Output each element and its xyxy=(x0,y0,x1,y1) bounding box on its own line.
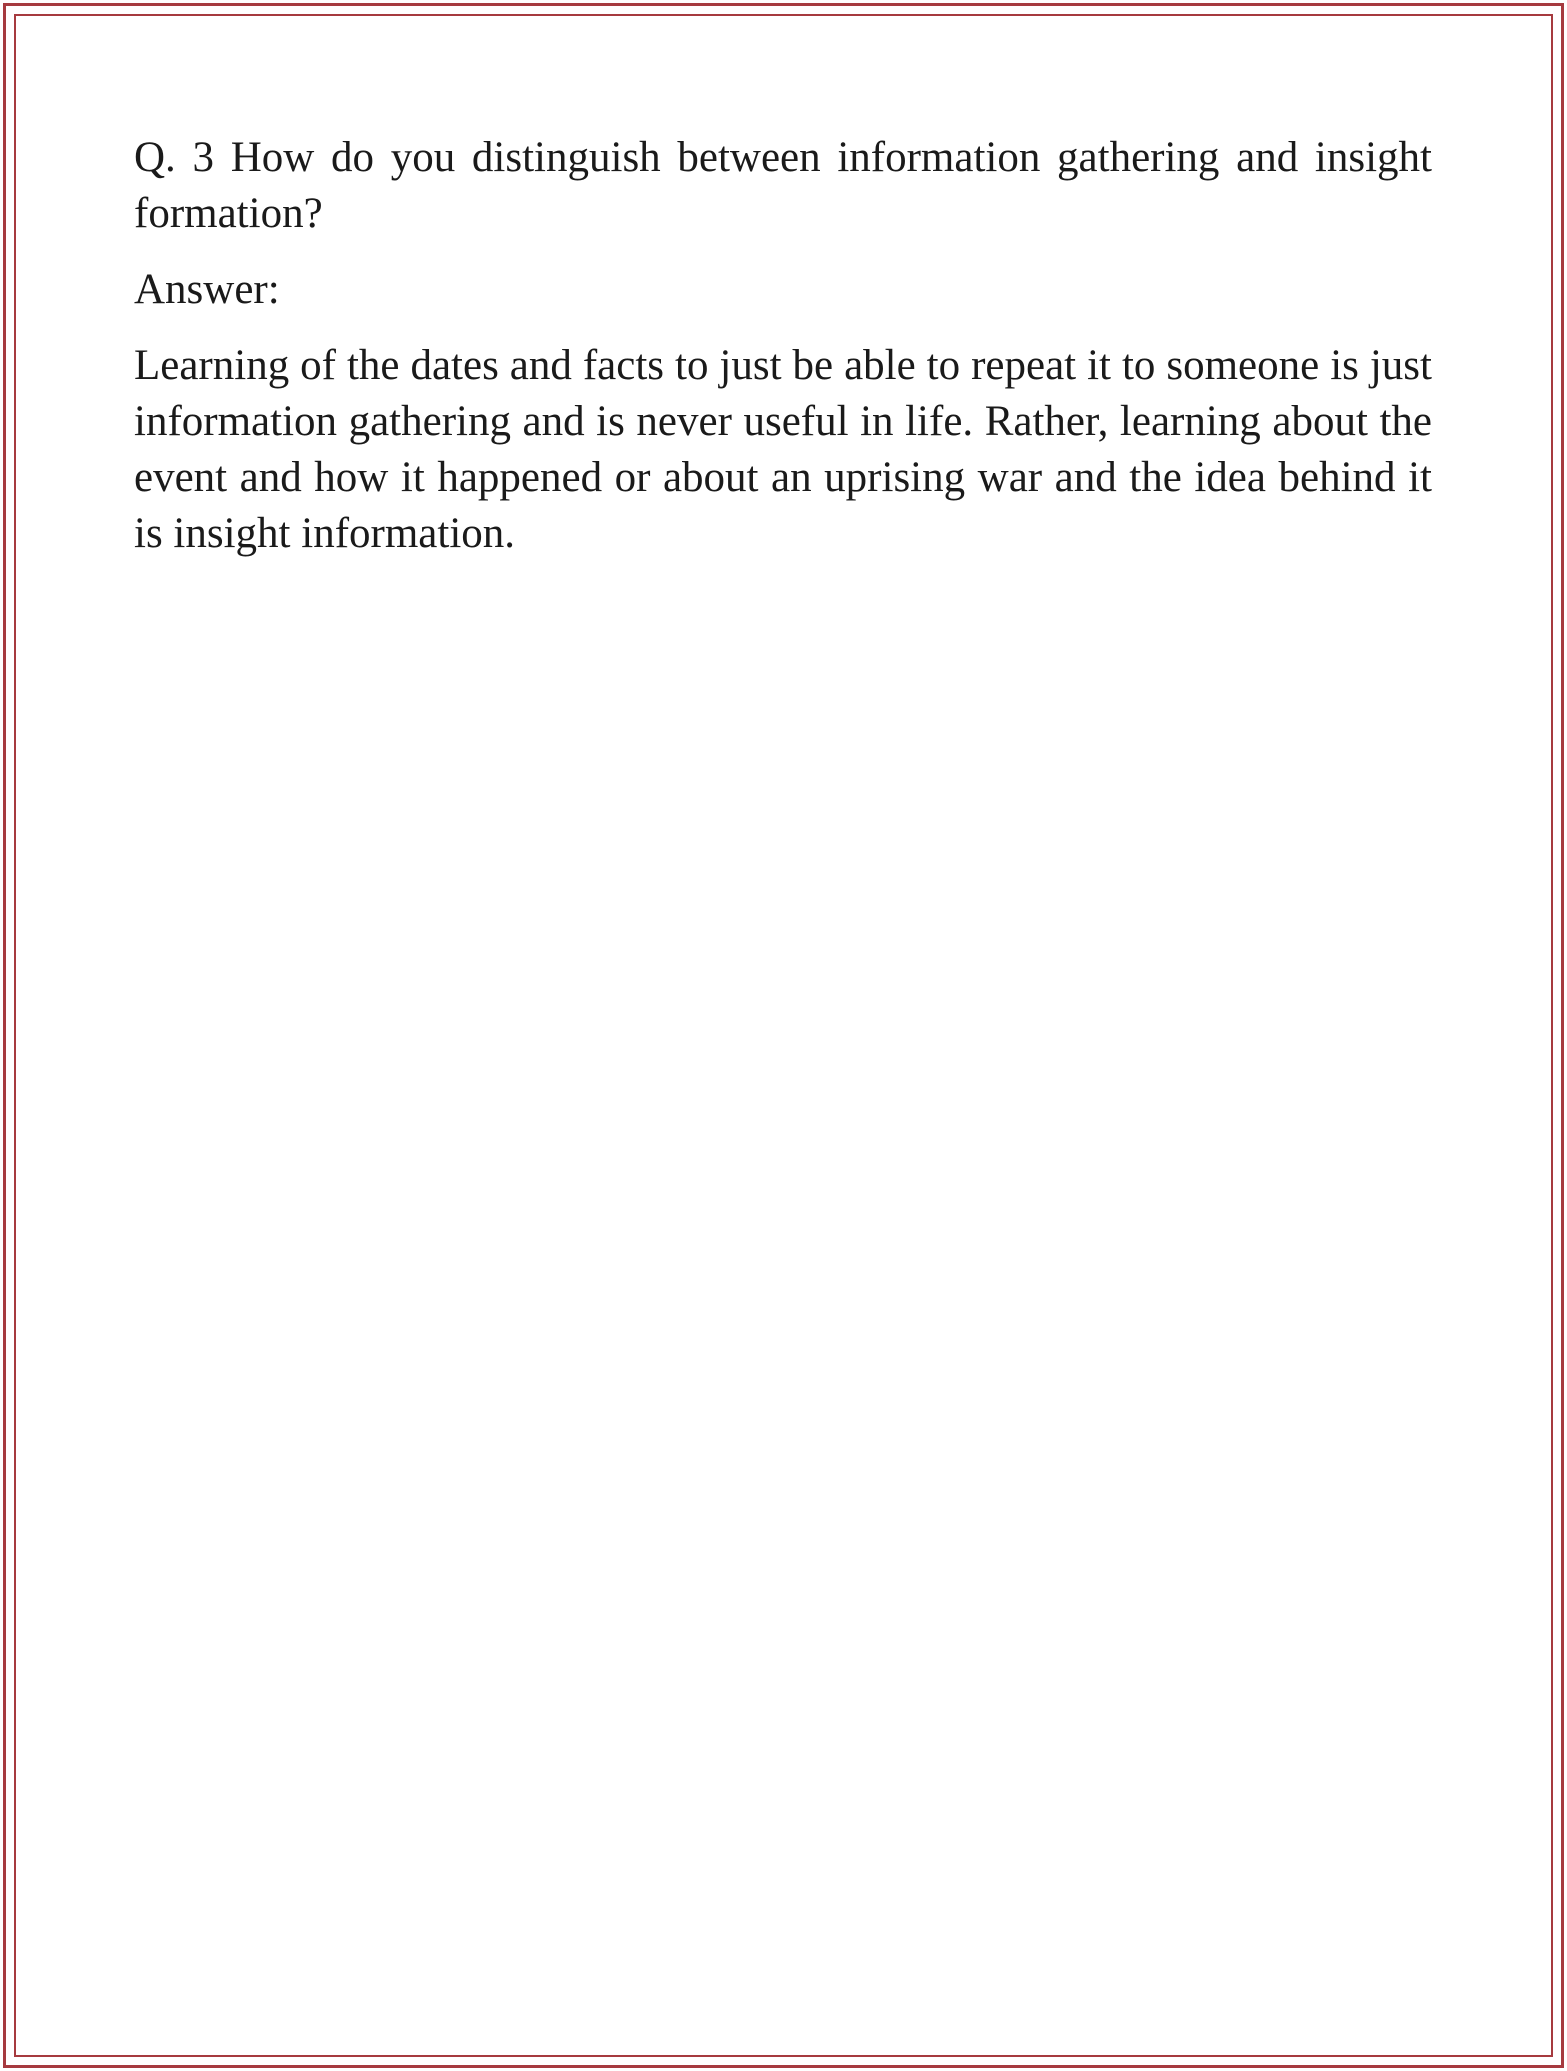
answer-text: Learning of the dates and facts to just be able to repeat it to someone is just information gathering and is never useful in life. Rather, learning about the event and how it happened or about an uprising war and the idea behind it is insight information. xyxy=(134,342,1432,557)
document-content xyxy=(134,130,1432,562)
question-text: Q. 3 How do you distinguish between information gathering and insight formation? xyxy=(134,134,1432,237)
answer-label: Answer: xyxy=(134,266,280,313)
